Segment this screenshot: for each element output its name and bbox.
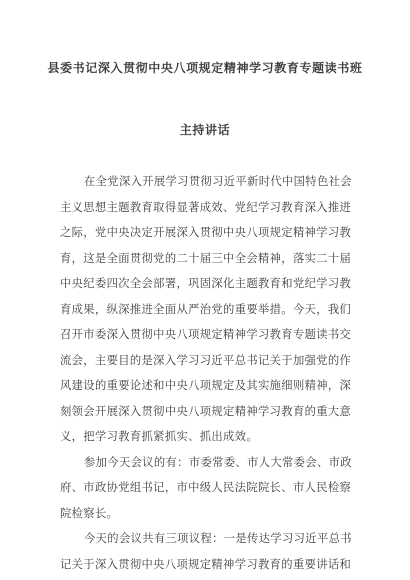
paragraph-line: 主义思想主题教育取得显著成效、党纪学习教育深入推进	[60, 200, 352, 214]
paragraph-line: 之际，党中央决定开展深入贯彻中央八项规定精神学习教	[60, 226, 352, 239]
paragraph-line: 中央纪委四次全会部署，巩固深化主题教育和党纪学习教	[60, 277, 352, 290]
paragraph-line: 流会，主要目的是深入学习习近平总书记关于加强党的作	[60, 353, 352, 367]
paragraph-line: 风建设的重要论述和中央八项规定及其实施细则精神，深	[60, 379, 352, 392]
paragraph-line: 育，这是全面贯彻党的二十届三中全会精神，落实二十届	[60, 251, 352, 265]
paragraph-line: 参加今天会议的有：市委常委、市人大常委会、市政	[84, 455, 352, 469]
paragraph-line: 刻领会开展深入贯彻中央八项规定精神学习教育的重大意	[60, 404, 352, 418]
paragraph-line: 府、市政协党组书记，市中级人民法院院长、市人民检察	[60, 481, 352, 494]
paragraph-line: 在全党深入开展学习贯彻习近平新时代中国特色社会	[84, 175, 352, 188]
paragraph-line: 记关于深入贯彻中央八项规定精神学习教育的重要讲话和	[60, 557, 352, 571]
document-title: 县委书记深入贯彻中央八项规定精神学习教育专题读书班	[47, 61, 363, 75]
paragraph-line: 院检察长。	[60, 506, 119, 520]
paragraph-line: 今天的会议共有三项议程：一是传达学习习近平总书	[84, 532, 352, 545]
paragraph-line: 育成果，纵深推进全面从严治党的重要举措。今天，我们	[60, 302, 352, 316]
document-body	[60, 169, 356, 577]
paragraph-line: 召开市委深入贯彻中央八项规定精神学习教育专题读书交	[60, 328, 352, 341]
document-subtitle: 主持讲话	[179, 123, 231, 137]
paragraph-line: 义，把学习教育抓紧抓实、抓出成效。	[60, 430, 258, 443]
